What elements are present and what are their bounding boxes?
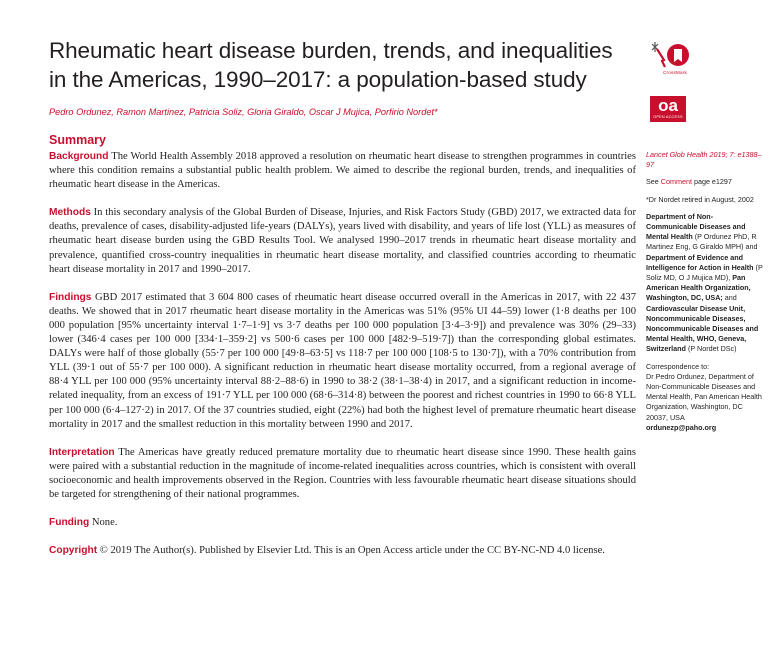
see-page: page e1297 (691, 177, 732, 187)
background-section (49, 150, 636, 192)
methods-text: In this secondary analysis of the Global Burden of Disease, Injuries, and Risk Factors Study (GBD) 2017, we extracted data for deaths, prevalence of cases, disability-adjusted life-years (DALYs), years lived with disability, and years of life lost (YLL) as measures of rheumatic heart disease burden using the GBD Results Tool. We analysed 1990–2017 trends in rheumatic heart disease mortality and prevalence, quantified cross-country inequalities in rheumatic heart disease mortality, and classified countries according to rheumatic heart disease mortality in 2017 and 1990–2017. (49, 207, 636, 275)
copyright-text: © 2019 The Author(s). Published by Elsevier Ltd. This is an Open Access article under the CC BY-NC-ND 4.0 license. (99, 545, 605, 557)
oa-text: oa (658, 96, 678, 115)
affil-and-1: and (745, 242, 758, 252)
affil-who-person: (P Nordet DSc) (685, 344, 737, 354)
comment-link[interactable]: Comment (660, 177, 692, 187)
copyright-section (49, 544, 636, 558)
interpretation-label: Interpretation (49, 446, 115, 458)
correspondence-label: Correspondence to: (646, 361, 710, 371)
methods-label: Methods (49, 207, 91, 219)
findings-text: GBD 2017 estimated that 3 604 800 cases of rheumatic heart disease occurred overall in the Americas in 2017, with 22 437 deaths. We showed that in 2017 rheumatic heart disease mortality in the Americas was 51% (95% UI 44–59) lower (1·8 deaths per 100 000 population [95% uncertainty interval 1·7–1·9] vs 3·7 deaths per 100 000 population [3·4–3·9]) and prevalence was 30% (29–33) lower (346·4 cases per 100 000 [334·1–359·2] vs 500·6 cases per 100 000 [482·9–519·7]) than the corresponding global estimates. DALYs were half of those globally (55·7 per 100 000 [49·8–63·5] vs 118·7 per 100 000 [108·5 to 130·7]), with a 70% contribution from YLL (39·1 out of 55·7 per 100 000). A significant reduction in rheumatic heart disease mortality occurred, from a regional average of 88·4 YLL per 100 000 (95% uncertainty interval 88·2–88·6) in 1990 to 38·2 (38·1–38·4) in 2017, and a significant reduction in income-related inequality, from an excess of 191·7 YLL per 100 000 (68·6–314·8) between the poorest and richest countries in 1990 to 66·8 YLL per 100 000 (6·4–127·2) in 2017. Of the 37 countries studied, eight (22%) had both the highest level of premature rheumatic heart disease mortality in 2017 and the smallest reduction in this mortality between 1990 and 2017. (49, 291, 636, 430)
findings-section (49, 291, 636, 432)
funding-text: None. (91, 517, 118, 529)
correspondence-address: Dr Pedro Ordunez, Department of Non-Communicable Diseases and Mental Health, Pan American Health Organization, Washington, DC 20037, USA (646, 371, 762, 422)
interpretation-section (49, 446, 636, 502)
methods-section (49, 206, 636, 276)
funding-section (49, 516, 636, 530)
background-label: Background (49, 151, 109, 162)
abstract (49, 150, 636, 558)
crossmark-arrow (657, 49, 665, 67)
affil-evidence-people: (P Soliz MD, O J Mujica MD), (646, 262, 763, 283)
summary-heading: Summary (49, 133, 106, 147)
oa-subtext: OPEN ACCESS (653, 115, 683, 119)
affil-who: Cardiovascular Disease Unit, Noncommunicable Diseases, Noncommunicable Diseases and Mental Health, WHO, Geneva, Switzerland (646, 303, 759, 354)
funding-label: Funding (49, 517, 90, 529)
affiliations (646, 212, 764, 355)
affil-and-2: and (722, 293, 737, 303)
findings-label: Findings (49, 291, 92, 303)
crossmark-label: CrossMark (663, 70, 688, 75)
article-title: Rheumatic heart disease burden, trends, and inequalities in the Americas, 1990–2017: a population-based study (49, 38, 613, 92)
background-text: The World Health Assembly 2018 approved a resolution on rheumatic heart disease to strengthen programmes in countries where this condition remains a substantial public health problem. We aimed to describe the regional burden, trends, and inequalities of rheumatic heart disease in the Americas. (49, 151, 636, 191)
correspondence-email[interactable]: ordunezp@paho.org (646, 422, 717, 432)
retired-note: *Dr Nordet retired in August, 2002 (646, 194, 754, 204)
interpretation-text: The Americas have greatly reduced premature mortality due to rheumatic heart disease since 1990. These health gains were paired with a substantial reduction in the magnitude of income-related inequalities across countries, which is consistent with overall socioeconomic and health improvements observed in the Region. Countries with less favourable rheumatic heart disease situations should be targeted for strengthening of their national programmes. (49, 446, 636, 500)
sidebar (646, 150, 764, 433)
affil-paho: Pan American Health Organization, Washington, DC, USA; (646, 273, 751, 303)
see-prefix: See (646, 177, 661, 187)
affil-ncd-people: (P Ordunez PhD, R Martinez Eng, G Giraldo MPH) (646, 232, 757, 252)
affil-dept-evidence: Department of Evidence and Intelligence for Action in Health (646, 252, 754, 272)
see-comment (646, 177, 764, 187)
journal-reference: Lancet Glob Health 2019; 7: e1388–97 (646, 150, 762, 170)
copyright-label: Copyright (49, 545, 98, 557)
open-access-badge (650, 96, 686, 122)
author-list: Pedro Ordunez, Ramon Martinez, Patricia Soliz, Gloria Giraldo, Oscar J Mujica, Porfirio Nordet* (49, 107, 438, 117)
affil-dept-ncd: Department of Non-Communicable Diseases and Mental Health (646, 211, 746, 242)
